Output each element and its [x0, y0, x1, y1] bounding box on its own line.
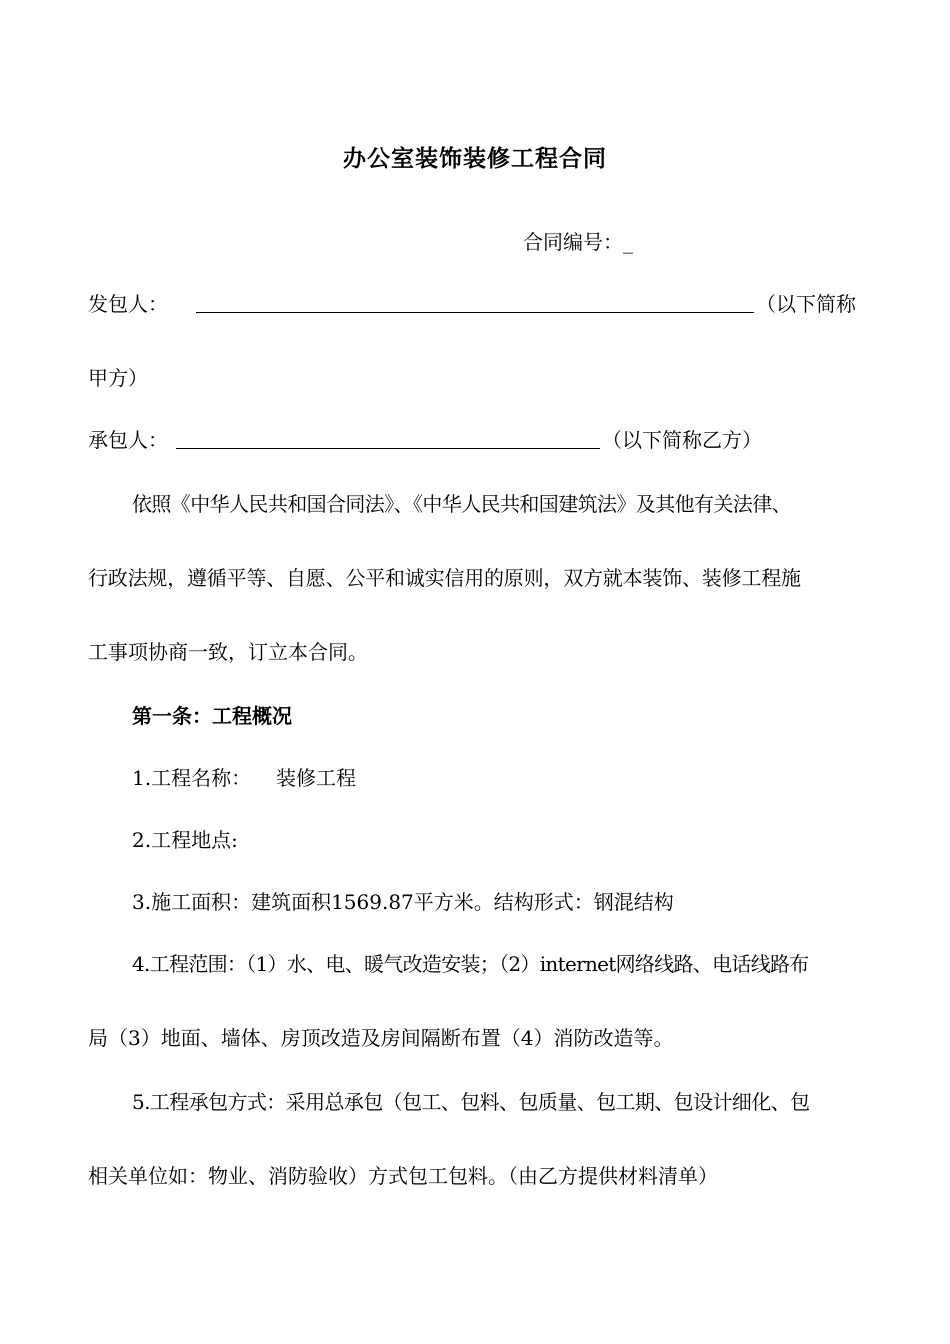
item-2: 2.工程地点:: [132, 828, 238, 852]
intro-line-2: 行政法规，遵循平等、自愿、公平和诚实信用的原则，双方就本装饰、装修工程施: [88, 566, 801, 590]
document-title: 办公室装饰装修工程合同: [343, 145, 607, 172]
employer-suffix: （以下简称: [756, 292, 856, 316]
contractor-suffix: （以下简称乙方）: [602, 428, 762, 452]
contractor-blank: [176, 426, 600, 449]
employer-label: 发包人：: [88, 292, 168, 316]
contractor-label: 承包人：: [88, 428, 168, 452]
item-4-line-2: 局（3）地面、墙体、房顶改造及房间隔断布置（4）消防改造等。: [88, 1026, 674, 1050]
item-5-line-1: 5.工程承包方式：采用总承包（包工、包料、包质量、包工期、包设计细化、包: [132, 1090, 810, 1114]
item-1-value: 装修工程: [276, 766, 356, 790]
contract-number: 合同编号：_: [523, 230, 633, 254]
item-3: 3.施工面积：建筑面积1569.87平方米。结构形式：钢混结构: [132, 890, 674, 914]
intro-line-3: 工事项协商一致，订立本合同。: [88, 640, 368, 664]
item-1-label: 1.工程名称：: [132, 766, 252, 790]
employer-suffix-cont: 甲方）: [88, 366, 148, 390]
intro-line-1: 依照《中华人民共和国合同法》、《中华人民共和国建筑法》及其他有关法律、: [132, 492, 791, 516]
employer-blank: [196, 290, 754, 313]
item-5-line-2: 相关单位如：物业、消防验收）方式包工包料。（由乙方提供材料清单）: [88, 1164, 718, 1188]
item-4-line-1: 4.工程范围：（1）水、电、暖气改造安装；（2）internet网络线路、电话线路布: [132, 952, 809, 976]
article-1-heading: 第一条：工程概况: [132, 704, 292, 728]
